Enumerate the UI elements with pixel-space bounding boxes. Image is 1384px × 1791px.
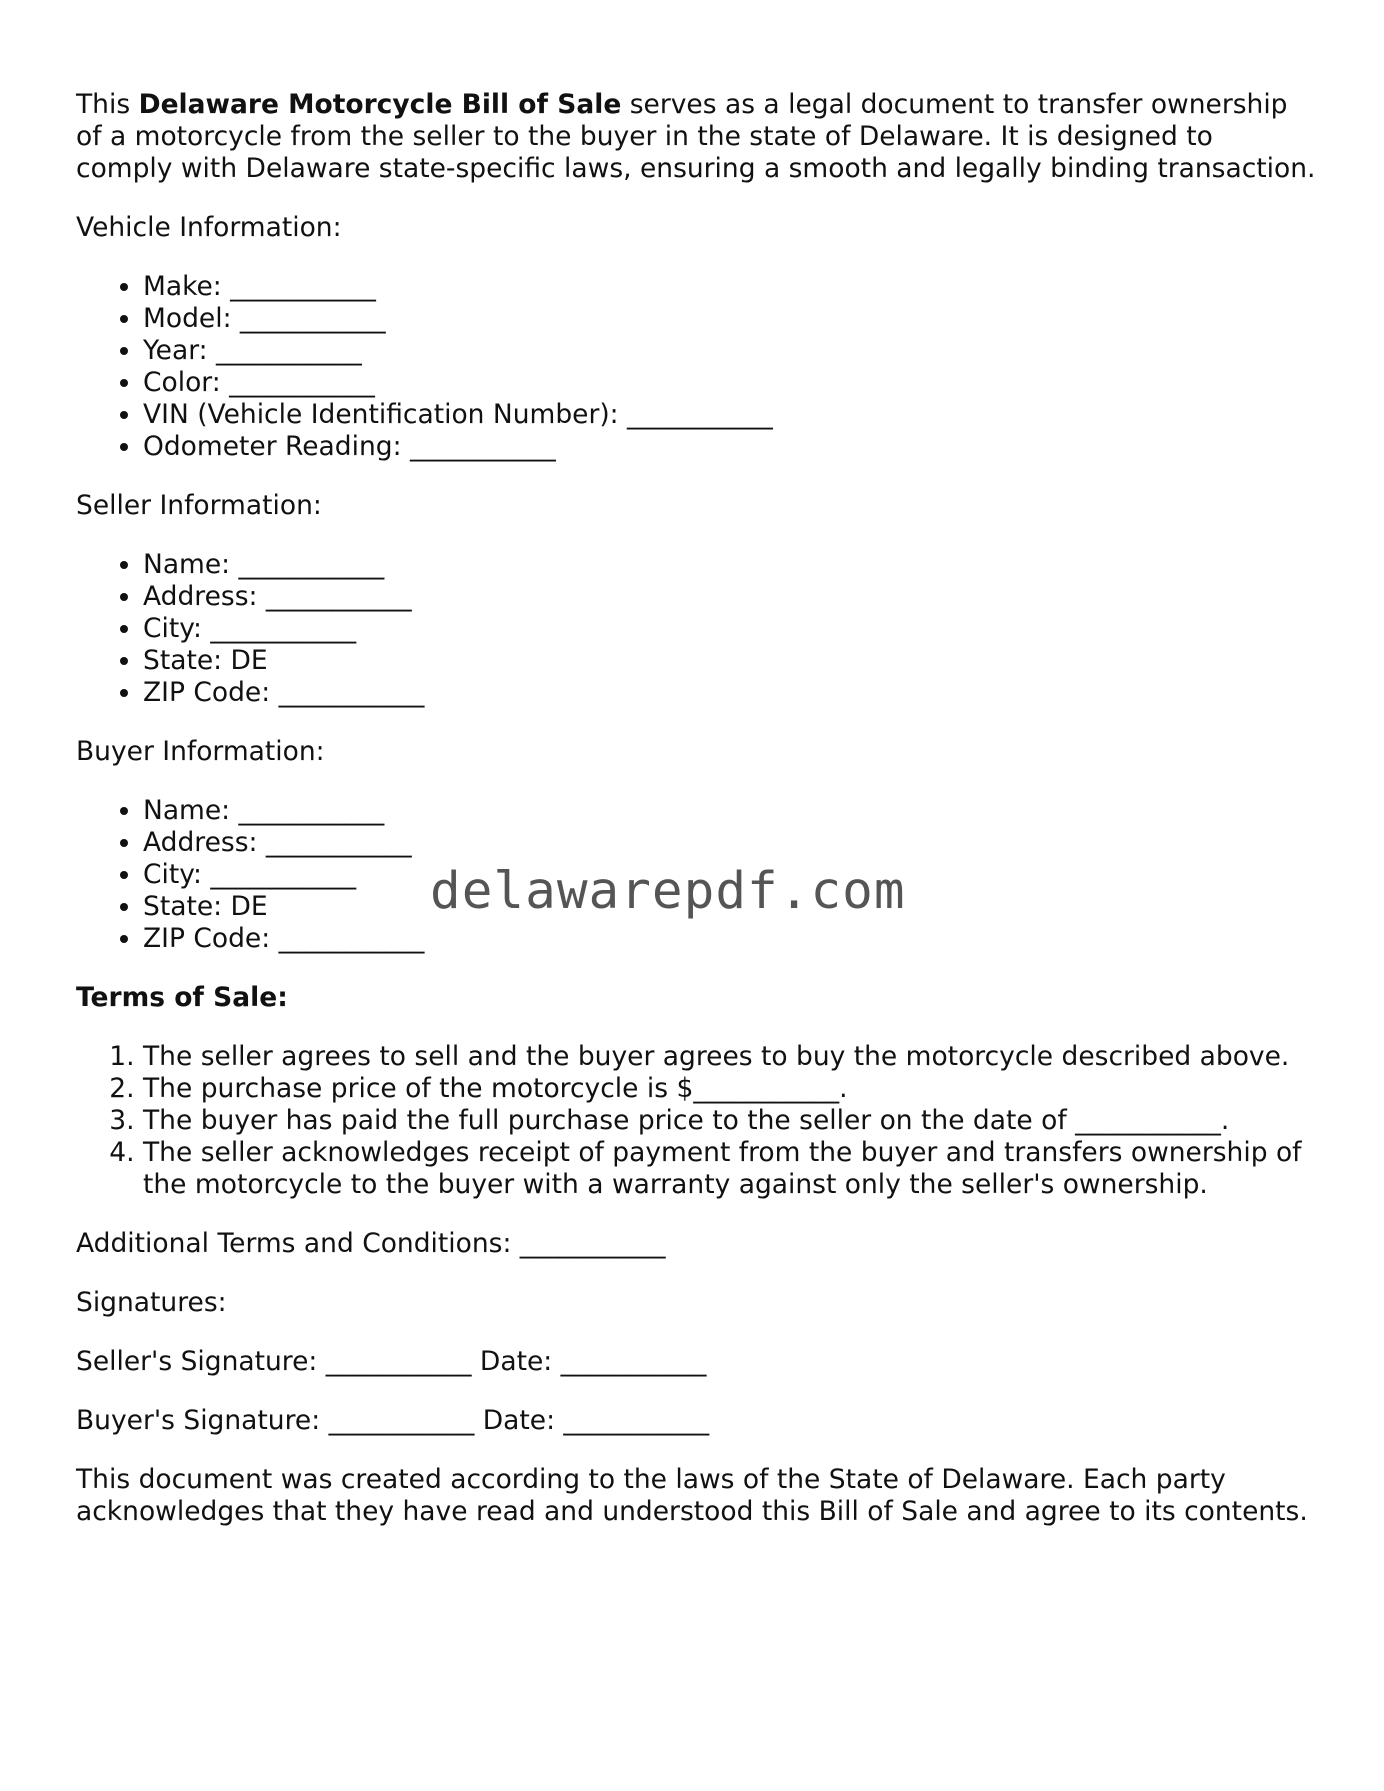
terms-item: 2. The purchase price of the motorcycle is $___________. bbox=[143, 1073, 1316, 1105]
seller-heading: Seller Information: bbox=[76, 490, 322, 521]
seller-address-item: • Address: ___________ bbox=[143, 581, 1316, 613]
buyer-zip-item: • ZIP Code: ___________ bbox=[143, 923, 1316, 955]
vehicle-model-item: • Model: ___________ bbox=[143, 303, 1316, 335]
vehicle-color-item: • Color: ___________ bbox=[143, 367, 1316, 399]
intro-prefix: This bbox=[76, 89, 139, 120]
buyer-heading: Buyer Information: bbox=[76, 736, 325, 767]
additional-terms: Additional Terms and Conditions: ___________ bbox=[76, 1228, 666, 1259]
vehicle-vin-item: • VIN (Vehicle Identification Number): ___________ bbox=[143, 399, 1316, 431]
vehicle-heading: Vehicle Information: bbox=[76, 212, 342, 243]
intro-text: serves as a legal document to transfer ownership of a motorcycle from the seller to the buyer in the state of Delaware. It is designed to comply with Delaware state-specific laws, ensuring a smooth and legally binding transaction. bbox=[76, 89, 1316, 184]
seller-list bbox=[76, 549, 1316, 709]
intro-paragraph bbox=[76, 89, 1316, 185]
seller-state-item: • State: DE bbox=[143, 645, 1316, 677]
seller-city-item: • City: ___________ bbox=[143, 613, 1316, 645]
document-title: Delaware Motorcycle Bill of Sale bbox=[138, 89, 622, 120]
seller-zip-item: • ZIP Code: ___________ bbox=[143, 677, 1316, 709]
buyer-city-item: • City: ___________ bbox=[143, 859, 1316, 891]
vehicle-list bbox=[76, 271, 1316, 463]
buyer-signature-line: Buyer's Signature: ___________ Date: ___________ bbox=[76, 1405, 710, 1436]
seller-name-item: • Name: ___________ bbox=[143, 549, 1316, 581]
watermark-text: delawarepdf.com bbox=[430, 862, 906, 921]
buyer-address-item: • Address: ___________ bbox=[143, 827, 1316, 859]
terms-item: 3. The buyer has paid the full purchase price to the seller on the date of ___________. bbox=[143, 1105, 1316, 1137]
closing-paragraph: This document was created according to the laws of the State of Delaware. Each party acknowledges that they have read and understood this Bill of Sale and agree to its contents. bbox=[76, 1464, 1308, 1527]
terms-heading-text: Terms of Sale: bbox=[76, 982, 288, 1013]
buyer-state-item: • State: DE bbox=[143, 891, 1316, 923]
vehicle-year-item: • Year: ___________ bbox=[143, 335, 1316, 367]
terms-heading bbox=[76, 982, 1316, 1014]
signatures-heading: Signatures: bbox=[76, 1287, 227, 1318]
terms-item: 4. The seller acknowledges receipt of payment from the buyer and transfers ownership of the motorcycle to the buyer with a warranty against only the seller's ownership. bbox=[143, 1137, 1316, 1201]
terms-item: 1. The seller agrees to sell and the buyer agrees to buy the motorcycle described above. bbox=[143, 1041, 1316, 1073]
seller-signature-line: Seller's Signature: ___________ Date: ___________ bbox=[76, 1346, 707, 1377]
vehicle-make-item: • Make: ___________ bbox=[143, 271, 1316, 303]
vehicle-odometer-item: • Odometer Reading: ___________ bbox=[143, 431, 1316, 463]
buyer-name-item: • Name: ___________ bbox=[143, 795, 1316, 827]
document-body bbox=[76, 89, 1316, 1555]
terms-list bbox=[76, 1041, 1316, 1201]
